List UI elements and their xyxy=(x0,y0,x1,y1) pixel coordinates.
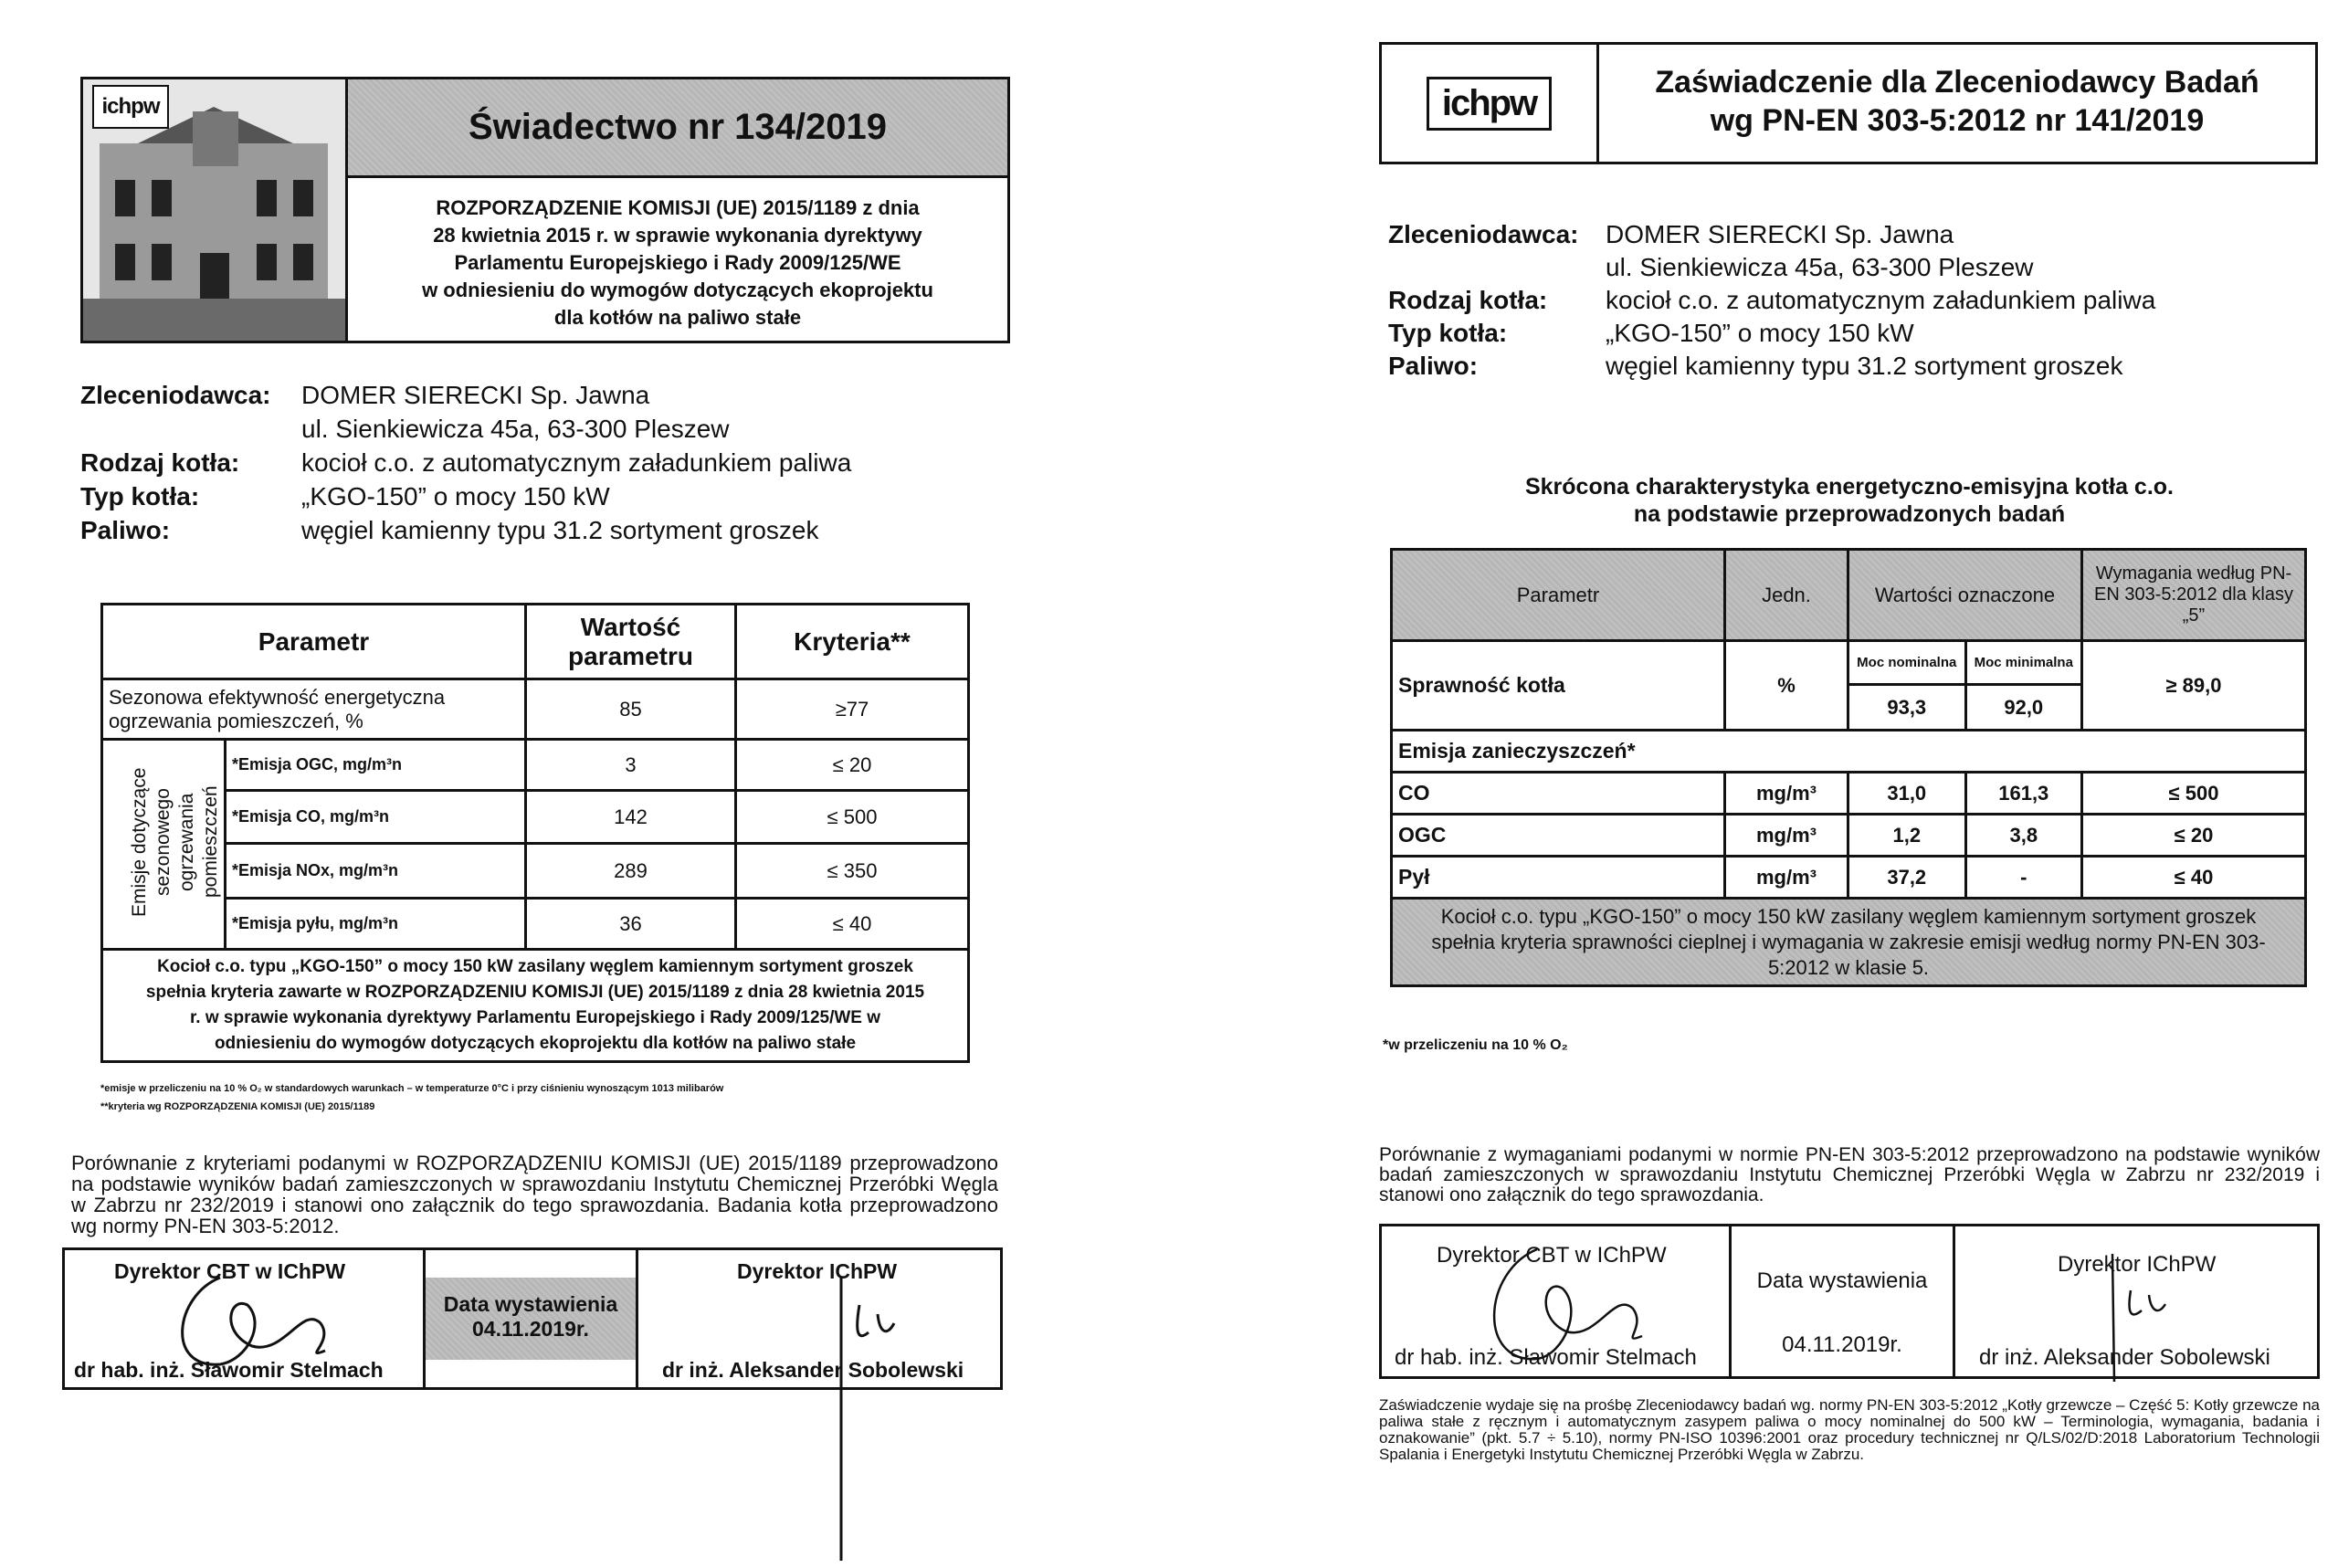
emission-param: *Emisja pyłu, mg/m³n xyxy=(226,899,526,950)
regulation-line: w odniesieniu do wymogów dotyczących ekoprojektu xyxy=(422,279,933,301)
conclusion-text: Kocioł c.o. typu „KGO-150” o mocy 150 kW zasilany węglem kamiennym sortyment groszek spełnia kryteria zawarte w ROZPORZĄDZENIU KOMISJI (UE) 2015/1189 z dnia 28 kwietnia 2015 r. w sprawie wykonania dyrektywy Parlamentu Europejskiego i Rady 2009/125/WE w odniesieniu do wymogów dotyczących ekoprojektu dla kotłów na paliwo stałe xyxy=(102,950,969,1062)
footnote: *w przeliczeniu na 10 % O₂ xyxy=(1383,1037,1568,1053)
boiler-kind-label: Rodzaj kotła: xyxy=(80,448,240,477)
certificate-header xyxy=(80,77,1010,343)
director-name: dr inż. Aleksander Sobolewski xyxy=(662,1358,964,1382)
summary-title-line: na podstawie przeprowadzonych badań xyxy=(1633,501,2066,527)
emission-param: *Emisja CO, mg/m³n xyxy=(226,791,526,844)
client-label: Zleceniodawca: xyxy=(1388,220,1579,248)
efficiency-label: Sprawność kotła xyxy=(1392,641,1725,731)
emission-minimal: 3,8 xyxy=(1965,815,2081,857)
issue-date-label: Data wystawienia xyxy=(1756,1268,1928,1293)
emission-unit: mg/m³ xyxy=(1725,857,1848,899)
boiler-kind-value: kocioł c.o. z automatycznym załadunkiem paliwa xyxy=(1606,286,2156,314)
client-value: DOMER SIERECKI Sp. Jawna xyxy=(301,381,650,409)
emission-criteria: ≤ 40 xyxy=(736,899,969,950)
client-value: DOMER SIERECKI Sp. Jawna xyxy=(1606,220,1954,248)
boiler-kind-value: kocioł c.o. z automatycznym załadunkiem paliwa xyxy=(301,448,852,477)
emission-criteria: ≤ 350 xyxy=(736,844,969,899)
signature-block xyxy=(1379,1224,2320,1379)
boiler-type-value: „KGO-150” o mocy 150 kW xyxy=(1606,319,1914,347)
emissions-group-cell xyxy=(102,740,226,950)
header-parameter: Parametr xyxy=(102,605,526,679)
emission-nominal: 37,2 xyxy=(1848,857,1966,899)
fuel-label: Paliwo: xyxy=(1388,352,1479,380)
footnote-emissions: *emisje w przeliczeniu na 10 % O₂ w standardowych warunkach – w temperaturze 0°C i przy ciśnieniu wynoszącym 1013 milibarów xyxy=(100,1083,724,1094)
attestation-title xyxy=(1599,63,2315,140)
regulation-line: dla kotłów na paliwo stałe xyxy=(553,306,802,329)
regulation-line: 28 kwietnia 2015 r. w sprawie wykonania dyrektywy xyxy=(433,224,922,247)
header-parameter: Parametr xyxy=(1392,550,1725,641)
fuel-value: węgiel kamienny typu 31.2 sortyment groszek xyxy=(301,516,819,544)
header-requirements: Wymagania według PN-EN 303-5:2012 dla klasy „5” xyxy=(2082,550,2306,641)
emission-param: *Emisja OGC, mg/m³n xyxy=(226,740,526,791)
director-title: Dyrektor IChPW xyxy=(2058,1252,2217,1277)
header-criteria: Kryteria** xyxy=(736,605,969,679)
summary-title xyxy=(1379,473,2320,528)
criteria-table xyxy=(100,603,970,1063)
emission-name: CO xyxy=(1392,773,1725,815)
issue-date-label: Data wystawienia xyxy=(443,1292,618,1316)
season-efficiency-param: Sezonowa efektywność energetyczna ogrzewania pomieszczeń, % xyxy=(102,679,526,740)
emission-criteria: ≤ 20 xyxy=(736,740,969,791)
footnote-criteria: **kryteria wg ROZPORZĄDZENIA KOMISJI (UE) 2015/1189 xyxy=(100,1101,375,1112)
header-values: Wartości oznaczone xyxy=(1848,550,2082,641)
client-info xyxy=(1388,217,2311,391)
emission-value: 3 xyxy=(526,740,736,791)
emission-name: Pył xyxy=(1392,857,1725,899)
emission-requirement: ≤ 20 xyxy=(2082,815,2306,857)
fuel-value: węgiel kamienny typu 31.2 sortyment groszek xyxy=(1606,352,2123,380)
emissions-group-label: Emisje dotyczące sezonowego ogrzewania pomieszczeń xyxy=(129,766,221,917)
regulation-line: ROZPORZĄDZENIE KOMISJI (UE) 2015/1189 z dnia xyxy=(436,196,920,219)
boiler-type-label: Typ kotła: xyxy=(80,482,200,510)
director-cbt-name: dr hab. inż. Sławomir Stelmach xyxy=(1395,1345,1697,1370)
emission-minimal: - xyxy=(1965,857,2081,899)
emission-nominal: 31,0 xyxy=(1848,773,1966,815)
emission-param: *Emisja NOx, mg/m³n xyxy=(226,844,526,899)
season-efficiency-criteria: ≥77 xyxy=(736,679,969,740)
emission-name: OGC xyxy=(1392,815,1725,857)
emission-unit: mg/m³ xyxy=(1725,815,1848,857)
header-minimal-power: Moc minimalna xyxy=(1965,641,2081,685)
emission-minimal: 161,3 xyxy=(1965,773,2081,815)
emission-unit: mg/m³ xyxy=(1725,773,1848,815)
regulation-text xyxy=(348,178,1007,341)
emission-value: 142 xyxy=(526,791,736,844)
conclusion-text: Kocioł c.o. typu „KGO-150” o mocy 150 kW zasilany węglem kamiennym sortyment groszek spełnia kryteria sprawności cieplnej i wymagania w zakresie emisji według normy PN-EN 303-5:2012 w klasie 5. xyxy=(1392,899,2306,986)
summary-title-line: Skrócona charakterystyka energetyczno-emisyjna kotła c.o. xyxy=(1524,474,2175,500)
issue-date-value: 04.11.2019r. xyxy=(472,1317,589,1341)
director-name: dr inż. Aleksander Sobolewski xyxy=(1979,1345,2270,1370)
logo-cell xyxy=(1382,45,1599,162)
closing-text: Zaświadczenie wydaje się na prośbę Zleceniodawcy badań wg. normy PN-EN 303-5:2012 „Kotły grzewcze – Część 5: Kotły grzewcze na paliwa stałe z ręcznym i automatycznym zasypem paliwa o mocy nominalnej do 500 kW – Terminologia, wymagania, badania i oznakowanie” (pkt. 5.7 ÷ 5.10), normy PN-ISO 10396:2001 oraz procedury technicznej nr Q/LS/02/D:2018 Laboratorium Technologii Spalania i Energetyki Instytutu Chemicznej Przeróbki Węgla w Zabrzu. xyxy=(1379,1396,2320,1463)
regulation-line: Parlamentu Europejskiego i Rady 2009/125/WE xyxy=(454,251,901,274)
efficiency-requirement: ≥ 89,0 xyxy=(2082,641,2306,731)
comparison-text: Porównanie z wymaganiami podanymi w normie PN-EN 303-5:2012 przeprowadzono na podstawie wyników badań zamieszczonych w sprawozdaniu Instytutu Chemicznej Przeróbki Węgla w Zabrzu nr 232/2019 i stanowi ono załącznik do tego sprawozdania. xyxy=(1379,1144,2320,1205)
season-efficiency-value: 85 xyxy=(526,679,736,740)
building-photo xyxy=(83,79,348,341)
boiler-type-value: „KGO-150” o mocy 150 kW xyxy=(301,482,610,510)
client-address: ul. Sienkiewicza 45a, 63-300 Pleszew xyxy=(301,415,730,443)
emission-requirement: ≤ 40 xyxy=(2082,857,2306,899)
characteristics-table xyxy=(1390,548,2307,987)
ichpw-logo: ichpw xyxy=(1427,77,1552,131)
director-cbt-name: dr hab. inż. Sławomir Stelmach xyxy=(74,1358,384,1382)
issue-date-box xyxy=(426,1278,636,1360)
emission-value: 36 xyxy=(526,899,736,950)
director-cbt-title: Dyrektor CBT w IChPW xyxy=(1437,1243,1667,1268)
header-nominal-power: Moc nominalna xyxy=(1848,641,1966,685)
certificate-title: Świadectwo nr 134/2019 xyxy=(348,79,1007,178)
director-title: Dyrektor IChPW xyxy=(737,1259,898,1283)
header-unit: Jedn. xyxy=(1725,550,1848,641)
emission-value: 289 xyxy=(526,844,736,899)
header-value: Wartość parametru xyxy=(526,605,736,679)
issue-date-value: 04.11.2019r. xyxy=(1782,1332,1902,1357)
attestation-header xyxy=(1379,42,2318,164)
signature-block xyxy=(62,1247,1003,1390)
title-line: wg PN-EN 303-5:2012 nr 141/2019 xyxy=(1710,103,2205,138)
emissions-label: Emisja zanieczyszczeń* xyxy=(1392,731,2306,773)
client-label: Zleceniodawca: xyxy=(80,381,271,409)
director-cbt-title: Dyrektor CBT w IChPW xyxy=(114,1259,346,1283)
fuel-label: Paliwo: xyxy=(80,516,171,544)
emission-requirement: ≤ 500 xyxy=(2082,773,2306,815)
signature-sobolewski xyxy=(814,1268,914,1561)
efficiency-minimal: 92,0 xyxy=(1965,685,2081,731)
ichpw-logo: ichpw xyxy=(92,85,169,129)
title-line: Zaświadczenie dla Zleceniodawcy Badań xyxy=(1655,65,2259,100)
boiler-kind-label: Rodzaj kotła: xyxy=(1388,286,1548,314)
efficiency-nominal: 93,3 xyxy=(1848,685,1966,731)
client-info xyxy=(80,378,994,552)
emission-nominal: 1,2 xyxy=(1848,815,1966,857)
client-address: ul. Sienkiewicza 45a, 63-300 Pleszew xyxy=(1606,253,2034,281)
efficiency-unit: % xyxy=(1725,641,1848,731)
emission-criteria: ≤ 500 xyxy=(736,791,969,844)
comparison-text: Porównanie z kryteriami podanymi w ROZPORZĄDZENIU KOMISJI (UE) 2015/1189 przeprowadzono na podstawie wyników badań zamieszczonych w sprawozdaniu Instytutu Chemicznej Przeróbki Węgla w Zabrzu nr 232/2019 i stanowi ono załącznik do tego sprawozdania. Badania kotła przeprowadzono wg normy PN-EN 303-5:2012. xyxy=(71,1152,998,1237)
boiler-type-label: Typ kotła: xyxy=(1388,319,1508,347)
